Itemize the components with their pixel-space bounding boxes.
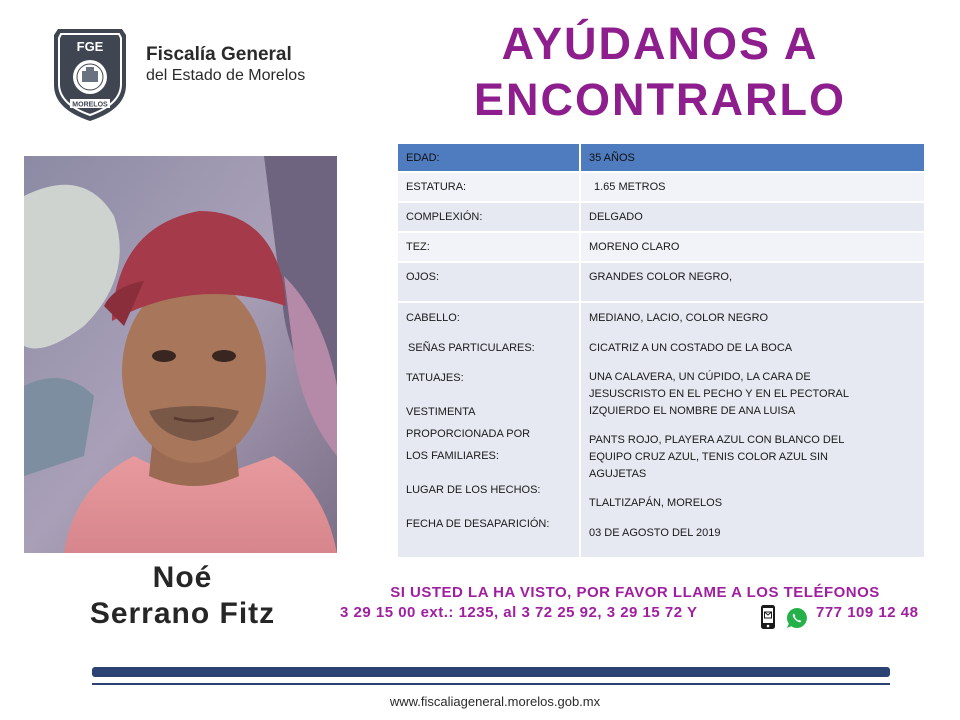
- fge-logo: [50, 25, 130, 123]
- person-photo: [24, 156, 337, 553]
- table-row: [398, 233, 924, 263]
- vestimenta-value-3: AGUJETAS: [589, 468, 647, 480]
- tatuajes-label: TATUAJES:: [406, 372, 464, 384]
- vestimenta-value-1: PANTS ROJO, PLAYERA AZUL CON BLANCO DEL: [589, 434, 845, 446]
- table-row: [398, 144, 924, 173]
- footer-bar: [92, 667, 890, 677]
- fecha-value: 03 DE AGOSTO DEL 2019: [589, 527, 721, 539]
- org-subtitle: del Estado de Morelos: [146, 67, 306, 84]
- person-first-name: Noé: [152, 561, 213, 594]
- table-row: [398, 263, 924, 303]
- ojos-value: GRANDES COLOR NEGRO,: [581, 263, 924, 303]
- table-row: [398, 203, 924, 233]
- estatura-label: ESTATURA:: [398, 173, 581, 203]
- vestimenta-value-2: EQUIPO CRUZ AZUL, TENIS COLOR AZUL SIN: [589, 451, 828, 463]
- tez-label: TEZ:: [398, 233, 581, 263]
- vestimenta-label-2: PROPORCIONADA POR: [406, 428, 531, 440]
- lugar-label: LUGAR DE LOS HECHOS:: [406, 484, 541, 496]
- vestimenta-label-3: LOS FAMILIARES:: [406, 450, 499, 462]
- svg-text:MORELOS: MORELOS: [72, 101, 108, 109]
- cabello-value: MEDIANO, LACIO, COLOR NEGRO: [589, 312, 769, 324]
- tatuajes-value-2: JESUSCRISTO EN EL PECHO Y EN EL PECTORAL: [589, 388, 850, 400]
- org-name: Fiscalía General: [146, 44, 292, 65]
- title-line-2: ENCONTRARLO: [474, 74, 846, 125]
- complexion-value: DELGADO: [581, 203, 924, 233]
- svg-text:FGE: FGE: [76, 39, 104, 54]
- detail-labels-column: [398, 303, 581, 559]
- edad-value: 35 AÑOS: [581, 144, 924, 173]
- vestimenta-label-1: VESTIMENTA: [406, 406, 476, 418]
- lugar-value: TLALTIZAPÁN, MORELOS: [589, 497, 723, 509]
- table-row: [398, 303, 924, 559]
- contact-whatsapp-number: 777 109 12 48: [816, 604, 919, 621]
- tatuajes-value-3: IZQUIERDO EL NOMBRE DE ANA LUISA: [589, 405, 796, 417]
- mobile-phone-icon: [760, 604, 776, 630]
- contact-message: SI USTED LA HA VISTO, POR FAVOR LLAME A LOS TELÉFONOS: [390, 584, 880, 601]
- tatuajes-value-1: UNA CALAVERA, UN CÚPIDO, LA CARA DE: [589, 371, 811, 383]
- title-line-1: AYÚDANOS A: [501, 18, 819, 69]
- footer-url[interactable]: www.fiscaliageneral.morelos.gob.mx: [389, 694, 601, 709]
- detail-values-column: [581, 303, 924, 559]
- contact-phones: 3 29 15 00 ext.: 1235, al 3 72 25 92, 3 29 15 72 Y: [340, 604, 698, 621]
- footer-divider: [92, 683, 890, 685]
- tez-value: MORENO CLARO: [581, 233, 924, 263]
- person-name: [40, 560, 325, 632]
- estatura-value: 1.65 METROS: [581, 173, 924, 203]
- cabello-label: CABELLO:: [406, 312, 460, 324]
- person-last-name: Serrano Fitz: [89, 597, 276, 630]
- edad-label: EDAD:: [398, 144, 581, 173]
- ojos-label: OJOS:: [398, 263, 581, 303]
- table-row: [398, 173, 924, 203]
- details-table: [398, 144, 924, 559]
- fecha-label: FECHA DE DESAPARICIÓN:: [406, 518, 550, 530]
- senas-label: SEÑAS PARTICULARES:: [408, 342, 535, 354]
- poster-title: [405, 16, 915, 128]
- whatsapp-icon: [786, 607, 808, 629]
- complexion-label: COMPLEXIÓN:: [398, 203, 581, 233]
- senas-value: CICATRIZ A UN COSTADO DE LA BOCA: [589, 342, 793, 354]
